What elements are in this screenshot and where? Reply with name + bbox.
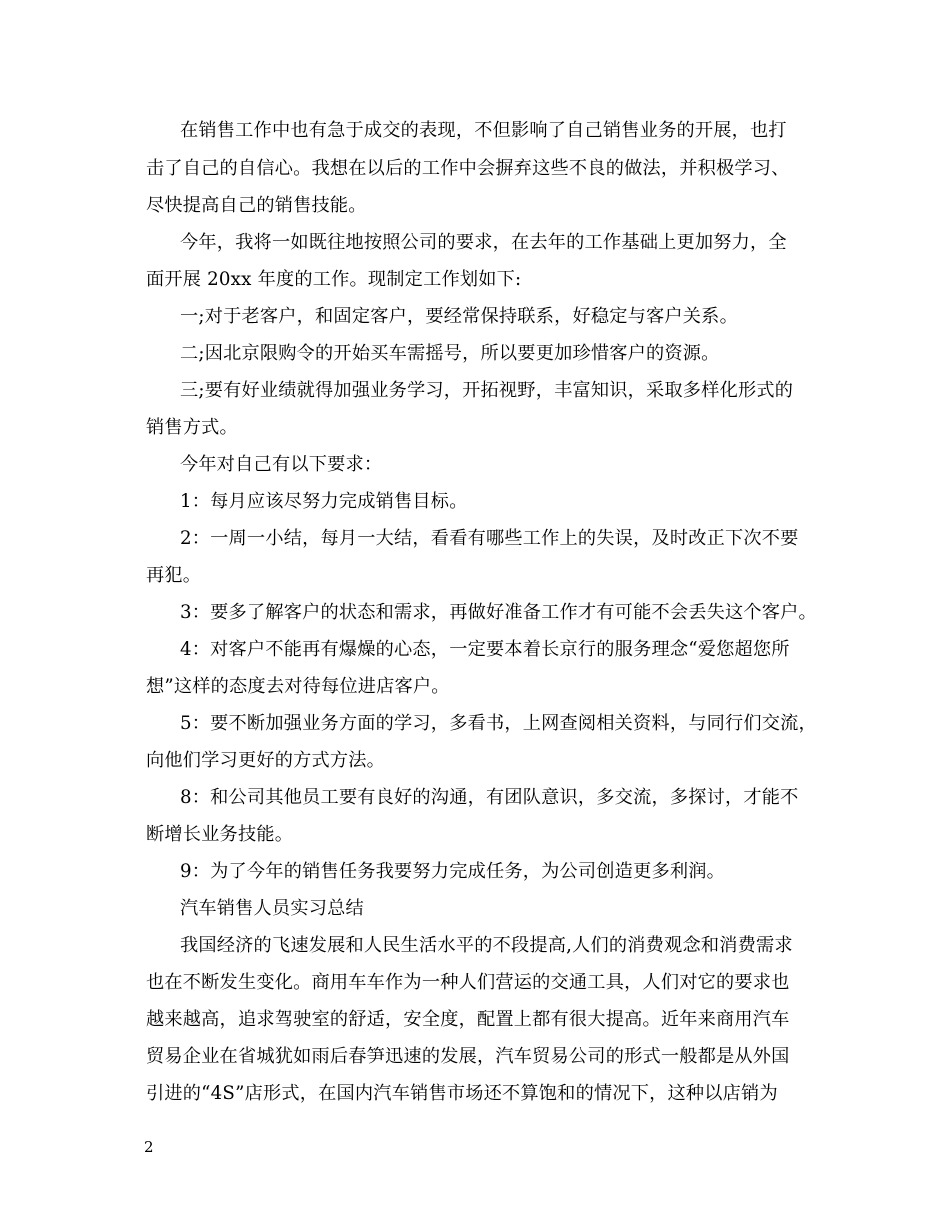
- list-item: 三;要有好业绩就得加强业务学习，开拓视野，丰富知识，采取多样化形式的: [180, 380, 794, 401]
- paragraph-line: 今年对自己有以下要求：: [180, 454, 383, 475]
- list-item: 8：和公司其他员工要有良好的沟通，有团队意识，多交流，多探讨，才能不: [180, 787, 799, 808]
- paragraph-line: 尽快提高自己的销售技能。: [146, 195, 367, 216]
- list-item: 二;因北京限购令的开始买车需摇号，所以要更加珍惜客户的资源。: [180, 343, 720, 364]
- list-item: 3：要多了解客户的状态和需求，再做好准备工作才有可能不会丢失这个客户。: [180, 602, 817, 623]
- paragraph-line: 断增长业务技能。: [146, 824, 294, 845]
- paragraph-line: 想”这样的态度去对待每位进店客户。: [146, 676, 450, 697]
- paragraph-line: 我国经济的飞速发展和人民生活水平的不段提高,人们的消费观念和消费需求: [180, 935, 793, 956]
- list-item: 9：为了今年的销售任务我要努力完成任务，为公司创造更多利润。: [180, 861, 726, 882]
- paragraph-line: 越来越高，追求驾驶室的舒适，安全度，配置上都有很大提高。近年来商用汽车: [146, 1009, 790, 1030]
- paragraph-line: 再犯。: [146, 565, 202, 586]
- page-number: 2: [144, 1138, 154, 1156]
- list-item: 5：要不断加强业务方面的学习，多看书，上网查阅相关资料，与同行们交流，: [180, 713, 817, 734]
- section-heading: 汽车销售人员实习总结: [180, 898, 364, 919]
- list-item: 2：一周一小结，每月一大结，看看有哪些工作上的失误，及时改正下次不要: [180, 528, 799, 549]
- paragraph-line: 销售方式。: [146, 417, 238, 438]
- paragraph-line: 也在不断发生变化。商用车车作为一种人们营运的交通工具，人们对它的要求也: [146, 972, 790, 993]
- list-item: 4：对客户不能再有爆燥的心态，一定要本着长京行的服务理念“爱您超您所: [180, 639, 790, 660]
- list-item: 一;对于老客户，和固定客户，要经常保持联系，好稳定与客户关系。: [180, 306, 738, 327]
- paragraph-line: 贸易企业在省城犹如雨后春笋迅速的发展，汽车贸易公司的形式一般都是从外国: [146, 1046, 790, 1067]
- paragraph-line: 向他们学习更好的方式方法。: [146, 750, 386, 771]
- paragraph-line: 击了自己的自信心。我想在以后的工作中会摒弃这些不良的做法，并积极学习、: [146, 158, 790, 179]
- paragraph-line: 在销售工作中也有急于成交的表现，不但影响了自己销售业务的开展，也打: [180, 120, 787, 141]
- paragraph-line: 今年，我将一如既往地按照公司的要求，在去年的工作基础上更加努力，全: [180, 232, 787, 253]
- paragraph-line: 引进的“4S”店形式，在国内汽车销售市场还不算饱和的情况下，这种以店销为: [146, 1083, 778, 1104]
- paragraph-line: 面开展 20xx 年度的工作。现制定工作划如下:: [146, 269, 522, 290]
- list-item: 1：每月应该尽努力完成销售目标。: [180, 491, 468, 512]
